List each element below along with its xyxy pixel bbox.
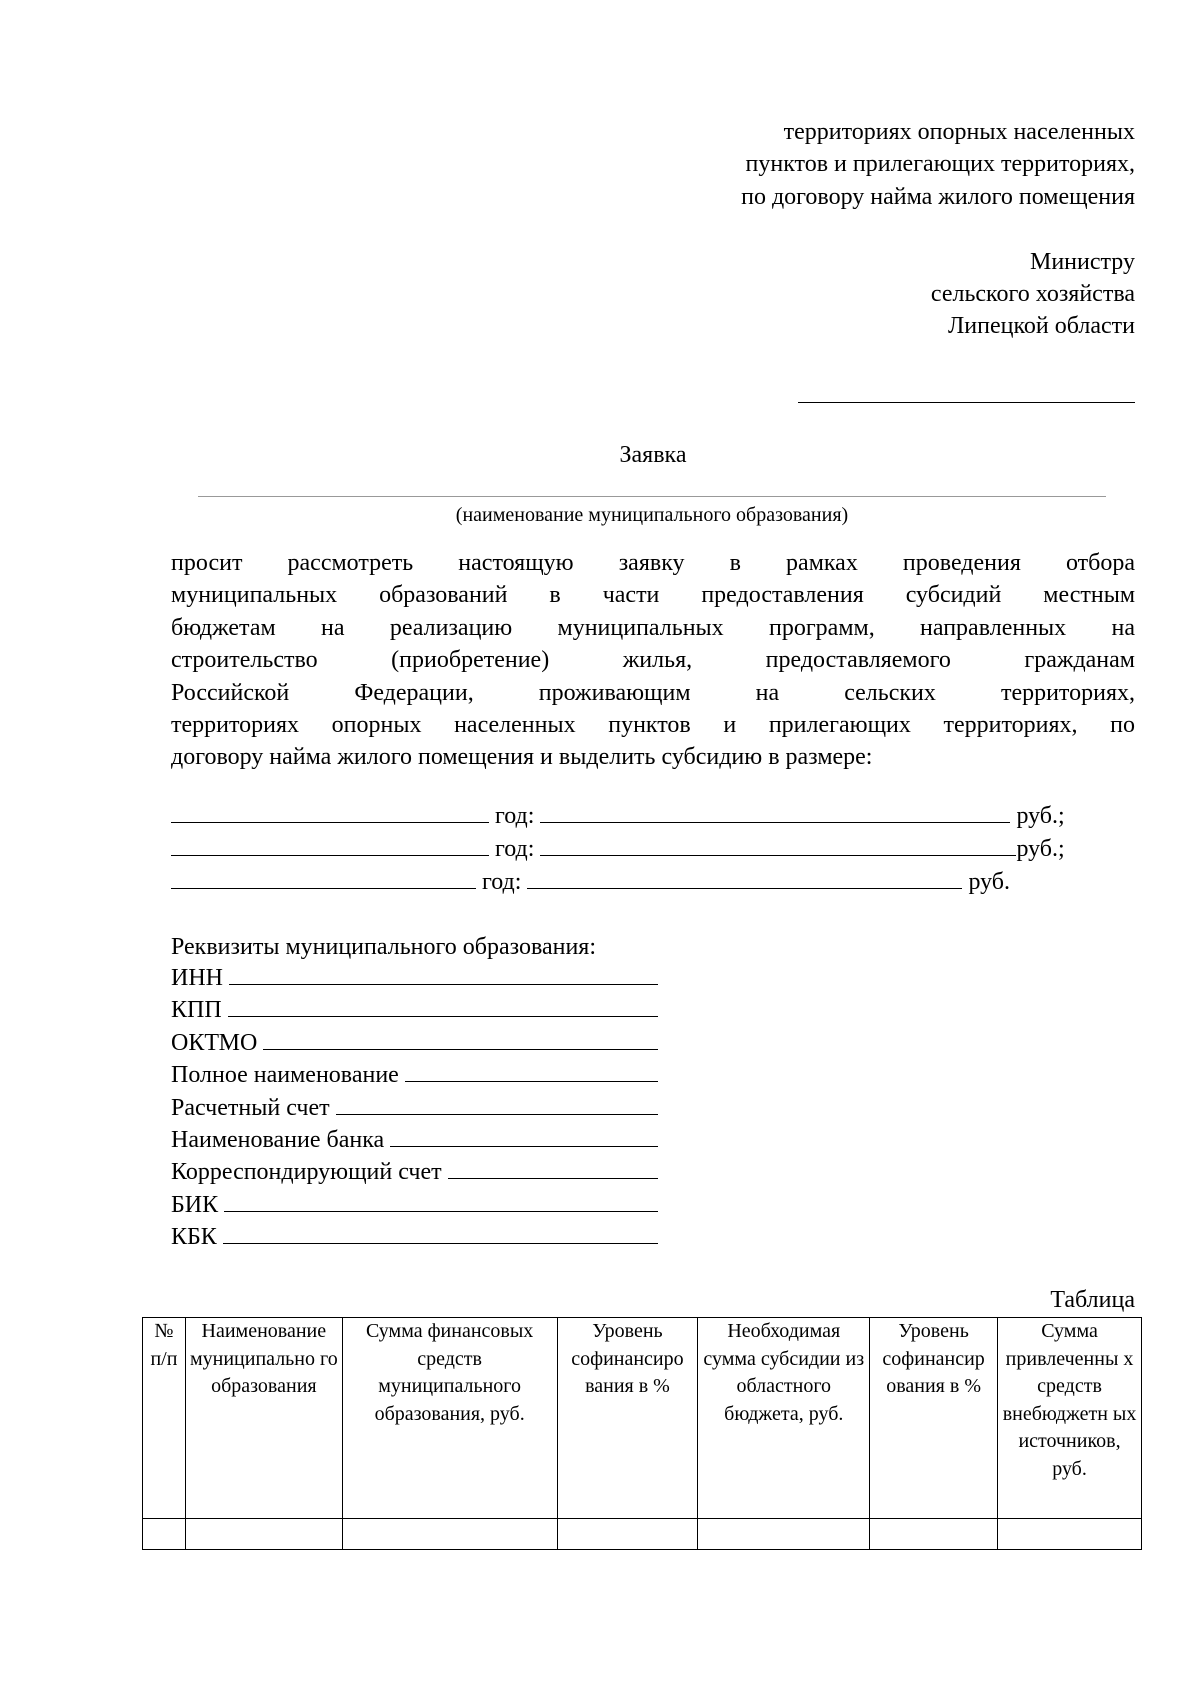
header-line-3: по договору найма жилого помещения (741, 184, 1135, 210)
requisite-blank[interactable] (223, 1221, 658, 1244)
addressee-line-2: сельского хозяйства (930, 281, 1135, 307)
table-cell[interactable] (185, 1519, 342, 1550)
signature-line (798, 402, 1135, 403)
currency-label: руб. (968, 869, 1011, 895)
paragraph-line: Российской Федерации, проживающим на сельских территориях, (171, 679, 1135, 706)
requisite-label: БИК (171, 1191, 219, 1218)
year-label: год: (482, 869, 522, 895)
paragraph-line: территориях опорных населенных пунктов и прилегающих территориях, по (171, 712, 1135, 738)
requisite-blank[interactable] (336, 1092, 658, 1115)
requisite-field[interactable] (171, 1156, 658, 1188)
table-header-cell: Уровень софинансир ования в % (870, 1318, 998, 1519)
table-cell[interactable] (870, 1519, 998, 1550)
table-cell[interactable] (698, 1519, 870, 1550)
municipality-name-line (198, 496, 1106, 497)
subsidy-table (142, 1317, 1142, 1550)
requisite-field[interactable] (171, 1124, 658, 1156)
table-cell[interactable] (998, 1519, 1142, 1550)
table-row (143, 1519, 1142, 1550)
requisite-field[interactable] (171, 1027, 658, 1059)
year-row-2 (171, 833, 1065, 865)
requisites-title: Реквизиты муниципального образования: (171, 934, 597, 960)
paragraph-line: бюджетам на реализацию муниципальных программ, направленных на (171, 614, 1135, 641)
requisite-label: Наименование банка (171, 1127, 385, 1153)
addressee-line-3: Липецкой области (948, 313, 1135, 339)
table-label: Таблица (1050, 1287, 1135, 1313)
table-cell[interactable] (143, 1519, 186, 1550)
requisite-blank[interactable] (228, 994, 658, 1017)
paragraph-line: просит рассмотреть настоящую заявку в рамках проведения отбора (171, 550, 1135, 576)
header-line-1: территориях опорных населенных (783, 119, 1135, 145)
requisite-label: Корреспондирующий счет (171, 1159, 442, 1186)
requisite-field[interactable] (171, 1221, 658, 1253)
header-line-2: пунктов и прилегающих территориях, (745, 151, 1135, 177)
requisite-blank[interactable] (263, 1027, 658, 1050)
year-row-3 (171, 866, 1010, 898)
table-header-cell: Сумма финансовых средств муниципального образования, руб. (342, 1318, 557, 1519)
currency-label: руб.; (1016, 803, 1065, 829)
table-cell[interactable] (557, 1519, 698, 1550)
requisite-field[interactable] (171, 1189, 658, 1221)
requisite-field[interactable] (171, 1059, 658, 1091)
requisite-label: Расчетный счет (171, 1094, 330, 1121)
requisite-blank[interactable] (390, 1124, 658, 1147)
document-title: Заявка (619, 442, 687, 468)
requisite-blank[interactable] (448, 1156, 658, 1179)
table-header-cell: № п/п (143, 1318, 186, 1519)
requisite-field[interactable] (171, 962, 658, 994)
addressee-line-1: Министру (1030, 249, 1135, 275)
requisite-field[interactable] (171, 994, 658, 1026)
requisite-label: ОКТМО (171, 1029, 258, 1056)
table-cell[interactable] (342, 1519, 557, 1550)
municipality-caption: (наименование муниципального образования) (455, 504, 849, 526)
requisite-label: КБК (171, 1224, 217, 1251)
requisite-blank[interactable] (224, 1189, 658, 1212)
table-header-cell: Необходимая сумма субсидии из областного бюджета, руб. (698, 1318, 870, 1519)
currency-label: руб.; (1016, 836, 1065, 862)
paragraph-line: договору найма жилого помещения и выделить субсидию в размере: (171, 744, 873, 771)
paragraph-line: муниципальных образований в части предоставления субсидий местным (171, 582, 1135, 609)
table-header-cell: Наименование муниципально го образования (185, 1318, 342, 1519)
table-header-cell: Уровень софинансиро вания в % (557, 1318, 698, 1519)
requisite-field[interactable] (171, 1092, 658, 1124)
requisite-blank[interactable] (405, 1059, 658, 1082)
paragraph-line: строительство (приобретение) жилья, предоставляемого гражданам (171, 647, 1135, 674)
requisite-label: Полное наименование (171, 1062, 399, 1089)
year-row-1 (171, 800, 1065, 832)
requisite-label: ИНН (171, 965, 223, 991)
table-header-cell: Сумма привлеченны х средств внебюджетн ых источников, руб. (998, 1318, 1142, 1519)
year-label: год: (495, 836, 535, 862)
requisite-blank[interactable] (229, 962, 658, 985)
year-label: год: (495, 803, 535, 829)
table-header-row (143, 1318, 1142, 1519)
requisite-label: КПП (171, 997, 222, 1024)
